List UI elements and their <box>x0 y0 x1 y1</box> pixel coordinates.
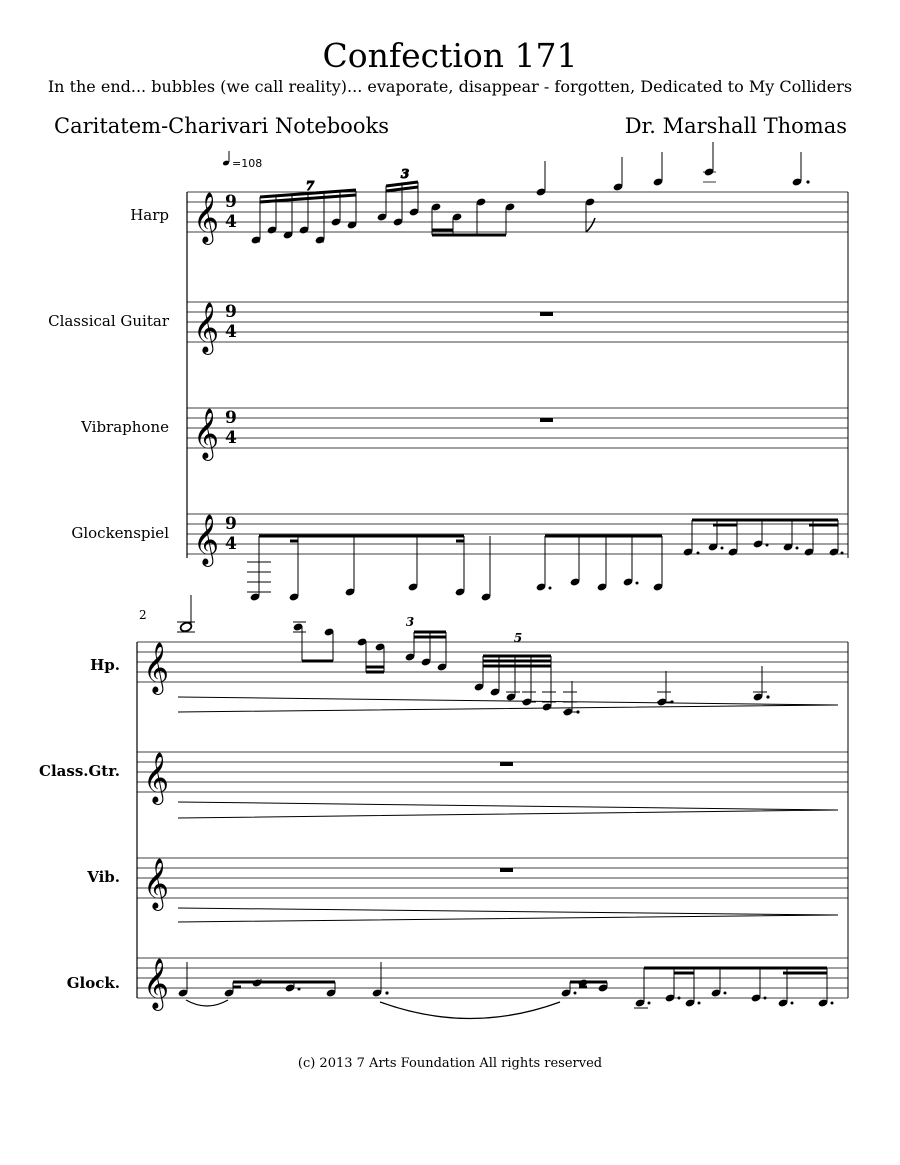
time-sig-numerator: 9 <box>225 408 237 428</box>
instrument-abbr-glockenspiel: Glock. <box>66 974 120 992</box>
score-subtitle: In the end... bubbles (we call reality)... evaporate, disappear - forgotten, Dedicated to My Colliders <box>47 77 853 96</box>
instrument-abbr-harp: Hp. <box>90 656 120 674</box>
harp-notes-system-1 <box>251 142 810 245</box>
time-sig-denominator: 4 <box>225 322 237 342</box>
tuplet-3: 3 <box>405 615 415 629</box>
tempo-marking <box>222 151 262 170</box>
instrument-label-guitar: Classical Guitar <box>48 312 169 330</box>
treble-clef-icon: 𝄞 <box>193 192 220 243</box>
system-2 <box>39 595 848 1019</box>
staff-vibraphone-2 <box>137 858 848 898</box>
treble-clef-icon: 𝄞 <box>143 958 170 1009</box>
tempo-value: =108 <box>232 157 263 170</box>
measure-number: 2 <box>139 608 147 622</box>
treble-clef-icon: 𝄞 <box>193 408 220 459</box>
treble-clef-icon: 𝄞 <box>143 752 170 803</box>
whole-rests-system-2 <box>500 762 513 872</box>
time-signature-glockenspiel <box>225 514 237 554</box>
composer-name: Dr. Marshall Thomas <box>624 114 847 138</box>
staff-vibraphone <box>187 408 848 448</box>
staff-glockenspiel-2 <box>137 958 848 998</box>
time-sig-numerator: 9 <box>225 192 237 212</box>
glockenspiel-notes-system-1 <box>247 520 844 602</box>
whole-rest-icon <box>500 868 513 872</box>
staff-guitar-2 <box>137 752 848 792</box>
time-sig-numerator: 9 <box>225 514 237 534</box>
time-sig-denominator: 4 <box>225 428 237 448</box>
time-sig-denominator: 4 <box>225 534 237 554</box>
score-title: Confection 171 <box>322 36 578 75</box>
instrument-label-vibraphone: Vibraphone <box>81 418 169 436</box>
staff-guitar <box>187 302 848 342</box>
time-sig-denominator: 4 <box>225 212 237 232</box>
whole-rest-icon <box>540 312 553 316</box>
treble-clef-icon: 𝄞 <box>143 858 170 909</box>
treble-clef-icon: 𝄞 <box>193 302 220 353</box>
glockenspiel-notes-system-2 <box>178 962 834 1019</box>
time-signature-vibraphone <box>225 408 237 448</box>
system-1 <box>48 142 848 602</box>
treble-clef-icon: 𝄞 <box>143 642 170 693</box>
instrument-label-glockenspiel: Glockenspiel <box>71 524 169 542</box>
whole-rest-icon <box>540 418 553 422</box>
tuplet-7: 7 <box>305 179 315 193</box>
instrument-label-harp: Harp <box>130 206 169 224</box>
staff-harp <box>187 192 848 232</box>
time-sig-numerator: 9 <box>225 302 237 322</box>
collection-name: Caritatem-Charivari Notebooks <box>54 114 389 138</box>
copyright-notice: (c) 2013 7 Arts Foundation All rights reserved <box>297 1056 603 1071</box>
tuplet-3: 3 <box>400 167 410 181</box>
whole-rest-icon <box>500 762 513 766</box>
instrument-abbr-guitar: Class.Gtr. <box>39 762 120 780</box>
time-signature-guitar <box>225 302 237 342</box>
treble-clef-icon: 𝄞 <box>193 514 220 565</box>
tuplet-5: 5 <box>513 631 523 645</box>
time-signature-harp <box>225 192 237 232</box>
instrument-abbr-vibraphone: Vib. <box>87 868 120 886</box>
